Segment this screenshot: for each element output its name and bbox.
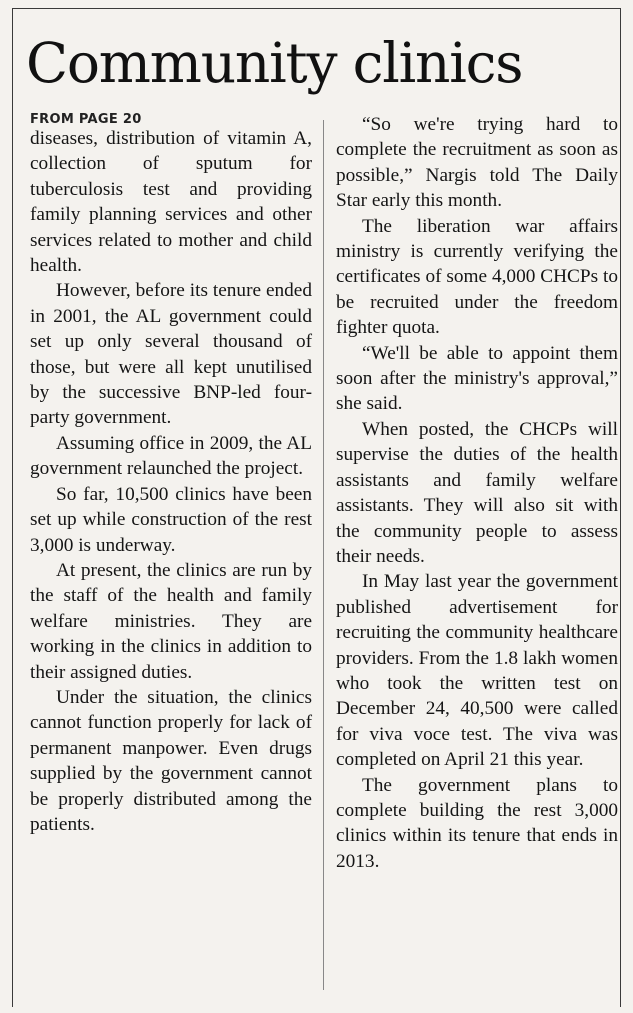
frame-right-rule [620,8,621,1007]
paragraph: When posted, the CHCPs will supervise the duties of the health assistants and family welfare assistants. They will also sit with the community people to assess their needs. [336,418,618,567]
jump-label: FROM PAGE 20 [30,112,142,127]
paragraph: “We'll be able to appoint them soon after the ministry's approval,” she said. [336,342,618,415]
paragraph: In May last year the government published advertisement for recruiting the community healthcare providers. From the 1.8 lakh women who took the written test on December 24, 40,500 were called for viva voce test. The viva was completed on April 21 this year. [336,571,618,771]
paragraph: Under the situation, the clinics cannot function properly for lack of permanent manpower. Even drugs supplied by the government cannot be properly distributed among the patients. [30,686,312,835]
headline: Community clinics [26,31,523,95]
column-divider [323,120,324,990]
paragraph: However, before its tenure ended in 2001, the AL government could set up only several thousand of those, but were all kept unutilised by the successive BNP-led four-party government. [30,280,312,429]
paragraph: The government plans to complete building the rest 3,000 clinics within its tenure that ends in 2013. [336,774,618,872]
paragraph: The liberation war affairs ministry is currently verifying the certificates of some 4,000 CHCPs to be recruited under the freedom fighter quota. [336,215,618,339]
paragraph: Assuming office in 2009, the AL government relaunched the project. [30,432,312,480]
article-column-right [336,112,618,874]
paragraph: At present, the clinics are run by the staff of the health and family welfare ministries. They are working in the clinics in addition to their assigned duties. [30,559,312,683]
frame-left-rule [12,8,13,1007]
paragraph: So far, 10,500 clinics have been set up while construction of the rest 3,000 is underway. [30,483,312,556]
frame-top-rule [12,8,621,9]
paragraph: diseases, distribution of vitamin A, collection of sputum for tuberculosis test and providing family planning services and other services related to mother and child health. [30,128,312,277]
article-column-left [30,112,312,837]
paragraph: “So we're trying hard to complete the recruitment as soon as possible,” Nargis told The Daily Star early this month. [336,114,618,212]
